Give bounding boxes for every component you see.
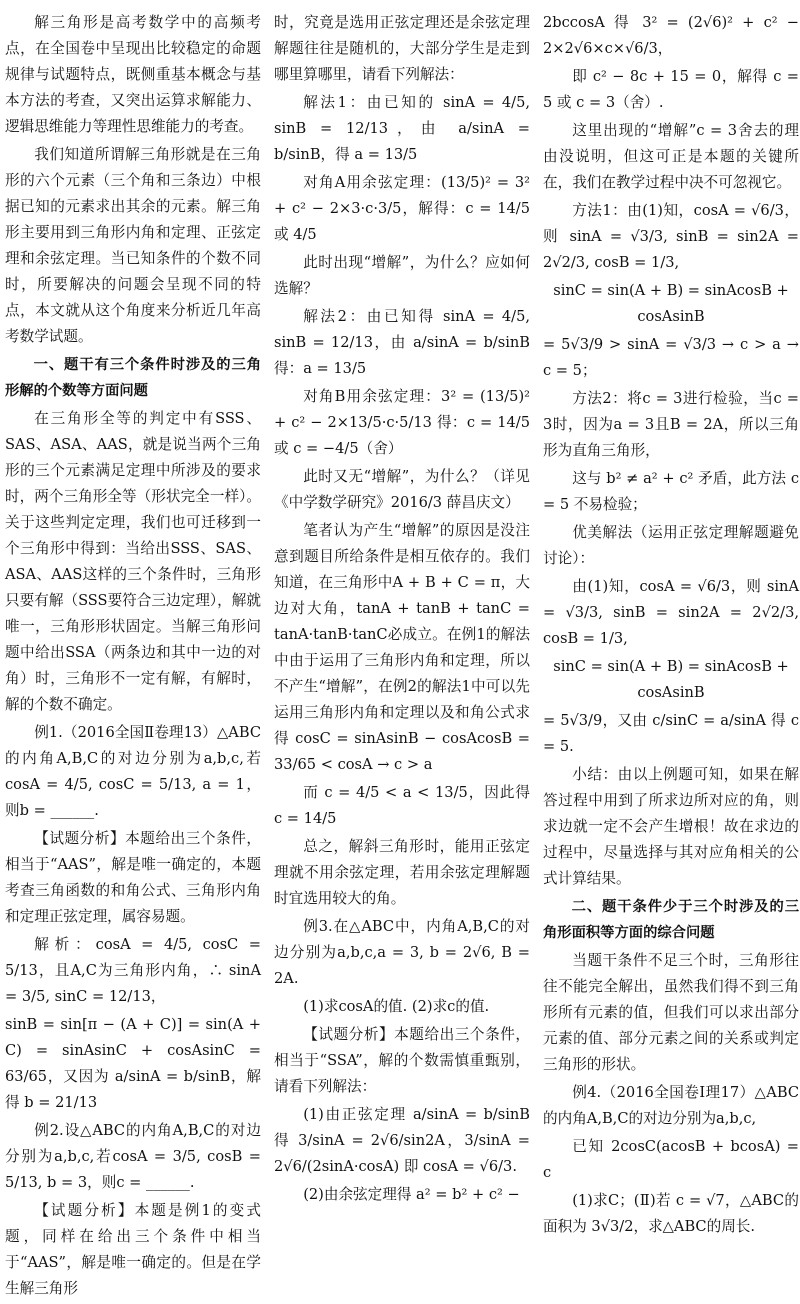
paragraph: 我们知道所谓解三角形就是在三角形的六个元素（三个角和三条边）中根据已知的元素求出其余的元素。解三角形主要用到三角形内角和定理、正弦定理和余弦定理。当已知条件的个数不同时，所要解决的问题会呈现不同的特点，本文就从这个角度来分析近几年高考数学试题。 (5, 146, 261, 345)
column-left (5, 10, 261, 1304)
paragraph: 例2.设△ABC的内角A,B,C的对边分别为a,b,c,若cosA = 3/5, cosB = 5/13, b = 3，则c = ______. (5, 1122, 261, 1191)
paragraph: 已知 2cosC(acosB + bcosA) = c (543, 1138, 799, 1181)
paragraph: 笔者认为产生“增解”的原因是没注意到题目所给条件是相互依存的。我们知道，在三角形中A + B + C = π，大边对大角，tanA + tanB + tanC = tanA·tanB·tanC必成立。在例1的解法中由于运用了三角形内角和定理，所以不产生“增解”，在例2的解法1中可以先运用三角形内角和定理以及和角公式求得 cosC = sinAsinB − cosAcosB = 33/65 < cosA → c > a (274, 522, 530, 773)
paragraph-continued: sinB = sin[π − (A + C)] = sin(A + C) = sinAsinC + cosAsinC = 63/65，又因为 a/sinA = b/sinB，解得 b = 21/13 (5, 1016, 261, 1111)
paragraph: 此时出现“增解”，为什么？应如何选解？ (274, 254, 530, 297)
paragraph: 而 c = 4/5 < a < 13/5，因此得 c = 14/5 (274, 784, 530, 827)
section-heading: 一、题干有三个条件时涉及的三角形解的个数等方面问题 (5, 357, 261, 399)
paragraph-continued: 时，究竟是选用正弦定理还是余弦定理解题往往是随机的，大部分学生是走到哪里算哪里，请看下列解法： (274, 14, 530, 83)
paragraph: 【试题分析】本题是例1的变式题，同样在给出三个条件中相当于“AAS”，解是唯一确定的。但是在学生解三角形 (5, 1202, 261, 1297)
paragraph: 例4.（2016全国卷Ⅰ理17）△ABC的内角A,B,C的对边分别为a,b,c, (543, 1084, 799, 1127)
paragraph: 【试题分析】本题给出三个条件，相当于“AAS”，解是唯一确定的，本题考查三角函数的和角公式、三角形内角和定理正弦定理，属容易题。 (5, 830, 261, 925)
paragraph: 由(1)知，cosA = √6/3，则 sinA = √3/3, sinB = sin2A = 2√2/3, cosB = 1/3, (543, 578, 799, 647)
paragraph: 此时又无“增解”，为什么？（详见《中学数学研究》2016/3 薛昌庆文） (274, 468, 530, 511)
paragraph: 这里出现的“增解”c = 3舍去的理由没说明，但这可正是本题的关键所在，我们在教学过程中决不可忽视它。 (543, 122, 799, 191)
column-middle (274, 10, 530, 1210)
paragraph: 解法2：由已知得 sinA = 4/5, sinB = 12/13，由 a/sinA = b/sinB 得：a = 13/5 (274, 308, 530, 377)
column-right (543, 10, 799, 1242)
paragraph: 【试题分析】本题给出三个条件，相当于“SSA”，解的个数需慎重甄别，请看下列解法： (274, 1026, 530, 1095)
paragraph: 当题干条件不足三个时，三角形往往不能完全解出，虽然我们得不到三角形所有元素的值，但我们可以求出部分元素的值、部分元素之间的关系或判定三角形的形状。 (543, 952, 799, 1073)
formula-line: sinC = sin(A + B) = sinAcosB + cosAsinB (553, 282, 789, 325)
paragraph: 对角A用余弦定理：(13/5)² = 3² + c² − 2×3·c·3/5，解得：c = 14/5 或 4/5 (274, 174, 530, 243)
paragraph: 例1.（2016全国Ⅱ卷理13）△ABC的内角A,B,C的对边分别为a,b,c,若cosA = 4/5, cosC = 5/13, a = 1，则b = ______. (5, 724, 261, 819)
paragraph: 例3.在△ABC中，内角A,B,C的对边分别为a,b,c,a = 3, b = 2√6, B = 2A. (274, 918, 530, 987)
paragraph: (1)求C；(Ⅱ)若 c = √7，△ABC的面积为 3√3/2，求△ABC的周长. (543, 1192, 799, 1235)
paragraph: 即 c² − 8c + 15 = 0，解得 c = 5 或 c = 3（舍）. (543, 68, 799, 111)
paragraph-continued: = 5√3/9，又由 c/sinC = a/sinA 得 c = 5. (543, 712, 799, 755)
paragraph: 方法2：将c = 3进行检验，当c = 3时，因为a = 3且B = 2A，所以三角形为直角三角形， (543, 390, 799, 459)
paragraph: (1)由正弦定理 a/sinA = b/sinB 得 3/sinA = 2√6/sin2A，3/sinA = 2√6/(2sinA·cosA) 即 cosA = √6/3. (274, 1106, 530, 1175)
paragraph-continued: = 5√3/9 > sinA = √3/3 → c > a → c = 5； (543, 336, 799, 379)
paragraph: 这与 b² ≠ a² + c² 矛盾，此方法 c = 5 不易检验； (543, 470, 799, 513)
paragraph: 在三角形全等的判定中有SSS、SAS、ASA、AAS，就是说当两个三角形的三个元素满足定理中所涉及的要求时，两个三角形全等（形状完全一样）。关于这些判定定理，我们也可迁移到一个三角形中得到：当给出SSS、SAS、ASA、AAS这样的三个条件时，三角形只要有解（SSS要符合三边定理），解就唯一，三角形形状固定。当解三角形问题中给出SSA（两条边和其中一边的对角）时，三角形不一定有解，有解时，解的个数不确定。 (5, 410, 261, 713)
formula-line: sinC = sin(A + B) = sinAcosB + cosAsinB (553, 658, 789, 701)
paragraph: 解法1：由已知的 sinA = 4/5, sinB = 12/13，由 a/sinA = b/sinB，得 a = 13/5 (274, 94, 530, 163)
paragraph: (1)求cosA的值. (2)求c的值. (303, 998, 490, 1015)
paragraph: (2)由余弦定理得 a² = b² + c² − (303, 1186, 520, 1203)
paragraph: 优美解法（运用正弦定理解题避免讨论）： (543, 524, 799, 567)
section-heading: 二、题干条件少于三个时涉及的三角形面积等方面的综合问题 (543, 899, 799, 941)
paragraph: 小结：由以上例题可知，如果在解答过程中用到了所求边所对应的角，则求边就一定不会产生增根！故在求边的过程中，尽量选择与其对应角相关的公式计算结果。 (543, 766, 799, 887)
paragraph: 解析：cosA = 4/5, cosC = 5/13，且A,C为三角形内角，∴ sinA = 3/5, sinC = 12/13， (5, 936, 261, 1005)
paragraph: 总之，解斜三角形时，能用正弦定理就不用余弦定理，若用余弦定理解题时宜选用较大的角。 (274, 838, 530, 907)
paragraph-continued: 2bccosA 得 3² = (2√6)² + c² − 2×2√6×c×√6/3， (543, 14, 799, 57)
paragraph: 对角B用余弦定理：3² = (13/5)² + c² − 2×13/5·c·5/13 得：c = 14/5 或 c = −4/5（舍） (274, 388, 530, 457)
paragraph: 方法1：由(1)知，cosA = √6/3，则 sinA = √3/3, sinB = sin2A = 2√2/3, cosB = 1/3, (543, 202, 799, 271)
paragraph: 解三角形是高考数学中的高频考点，在全国卷中呈现出比较稳定的命题规律与试题特点，既侧重基本概念与基本方法的考查，又突出运算求解能力、逻辑思维能力等理性思维能力的考查。 (5, 14, 261, 135)
